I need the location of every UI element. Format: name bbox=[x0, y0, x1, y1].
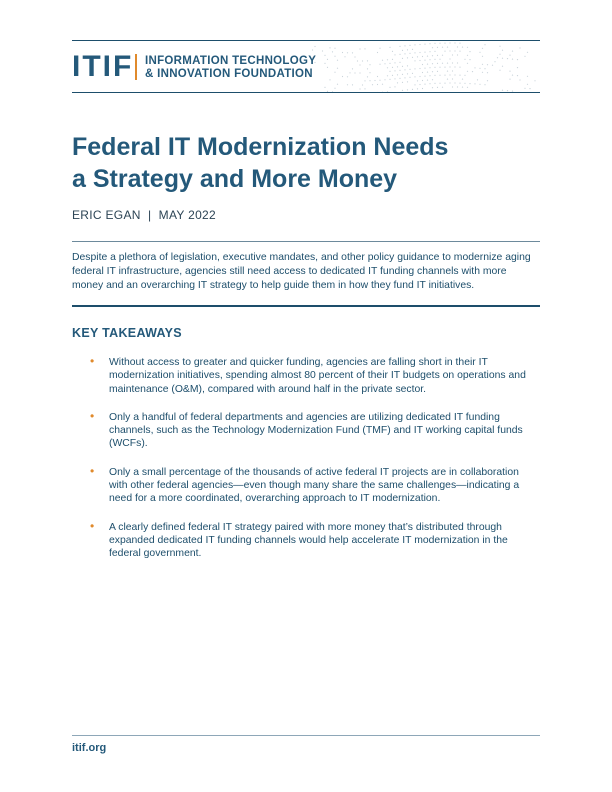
abstract-text: Despite a plethora of legislation, executive mandates, and other policy guidance to modernize aging federal IT infrastructure, agencies still need access to dedicated IT funding channels with more money and an overarching IT strategy to help guide them in how they fund IT initiatives. bbox=[72, 252, 531, 292]
title-line-1: Federal IT Modernization Needs bbox=[72, 133, 449, 161]
takeaway-text: Only a handful of federal departments and agencies are utilizing dedicated IT funding channels, such as the Technology Modernization Fund (TMF) and IT working capital funds (WCFs). bbox=[109, 411, 523, 450]
footer-website-link[interactable]: itif.org bbox=[72, 742, 107, 754]
header-rule bbox=[72, 92, 540, 93]
bullet-icon: • bbox=[90, 408, 95, 423]
logo-text-line2: & INNOVATION FOUNDATION bbox=[145, 68, 313, 80]
abstract-top-rule bbox=[72, 241, 540, 242]
list-item bbox=[72, 518, 540, 561]
bullet-icon: • bbox=[90, 354, 95, 368]
abstract-bottom-rule bbox=[72, 305, 540, 307]
report-title bbox=[72, 131, 532, 195]
itif-logo-mark: ITIF bbox=[72, 50, 134, 83]
bullet-icon: • bbox=[90, 463, 95, 478]
key-takeaways-list bbox=[72, 356, 540, 576]
byline: ERIC EGAN | MAY 2022 bbox=[72, 208, 216, 222]
logo-text-line1: INFORMATION TECHNOLOGY bbox=[145, 55, 317, 67]
footer-rule bbox=[72, 735, 540, 736]
bullet-icon: • bbox=[90, 518, 95, 533]
list-item bbox=[72, 356, 540, 396]
takeaway-text: A clearly defined federal IT strategy paired with more money that’s distributed through expanded dedicated IT funding channels would help accelerate IT modernization in the federal government. bbox=[109, 521, 508, 560]
logo-divider bbox=[135, 54, 137, 80]
title-line-2: a Strategy and More Money bbox=[72, 165, 398, 193]
takeaway-text: Only a small percentage of the thousands of active federal IT projects are in collaboration with other federal agencies—even though many share the same challenges—indicating a need for a more coordinated, overarching approach to IT modernization. bbox=[109, 466, 520, 505]
list-item bbox=[72, 463, 540, 506]
key-takeaways-heading: KEY TAKEAWAYS bbox=[72, 326, 182, 340]
dot-pattern-decoration bbox=[310, 42, 540, 92]
takeaway-text: Without access to greater and quicker funding, agencies are falling short in their IT modernization initiatives, spending almost 80 percent of their IT budgets on operations and maintenance (O&M), compared with around half in the private sector. bbox=[109, 357, 526, 395]
list-item bbox=[72, 408, 540, 451]
itif-logo-text bbox=[145, 55, 316, 81]
top-rule bbox=[72, 40, 540, 41]
